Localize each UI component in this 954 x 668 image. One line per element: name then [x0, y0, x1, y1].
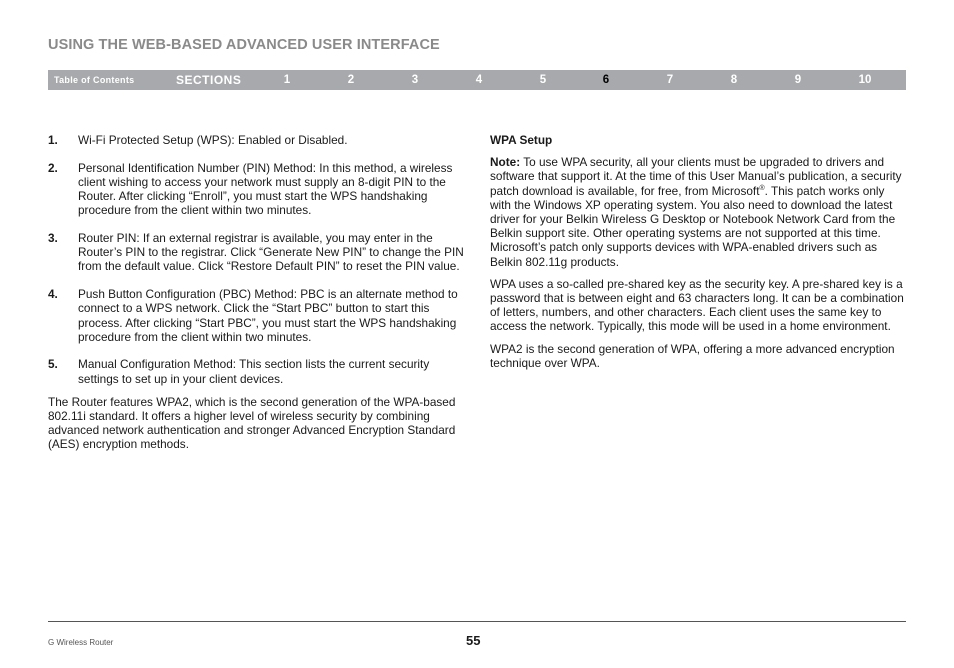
note-text-part-1: To use WPA security, all your clients must be upgraded to drivers and software that support it. At the time of this User Manual’s publication, a security patch download is available, for free, from Microsoft [490, 155, 902, 198]
footer-divider [48, 621, 906, 622]
left-column [48, 133, 466, 460]
page-number: 55 [466, 633, 481, 648]
list-item-text: Wi-Fi Protected Setup (WPS): Enabled or Disabled. [78, 133, 348, 147]
wpa-setup-heading: WPA Setup [490, 133, 553, 147]
list-item-number: 3. [48, 231, 58, 246]
list-item [48, 133, 466, 147]
list-item-text: Personal Identification Number (PIN) Method: In this method, a wireless client wishing to access your network must supply an 8-digit PIN to the Router. After clicking “Enroll”, you must start the WPS handshaking procedure from the client within two minutes. [78, 160, 453, 218]
note-paragraph [490, 155, 908, 269]
registered-mark: ® [759, 184, 765, 192]
wpa2-paragraph: The Router features WPA2, which is the second generation of the WPA-based 802.11i standard. It offers a higher level of wireless security by combining advanced network authentication and stronger Advanced Encryption Standard (AES) encryption methods. [48, 394, 456, 452]
list-item-number: 4. [48, 287, 58, 302]
right-column [490, 133, 908, 378]
section-link-5[interactable]: 5 [539, 74, 547, 86]
list-item-text: Push Button Configuration (PBC) Method: PBC is an alternate method to connect to a WPS network. Click the “Start PBC” button to start this process. After clicking “Start PBC”, you must start the WPS handshaking procedure from the client within two minutes. [78, 287, 458, 344]
list-item [48, 161, 466, 218]
footer-product-name: G Wireless Router [48, 638, 114, 647]
list-item [48, 231, 466, 274]
section-link-1[interactable]: 1 [283, 74, 291, 86]
note-text-part-2: . This patch works only with the Windows XP operating system. You also need to download the latest driver for your Belkin Wireless G Desktop or Notebook Network Card from the Belkin support site. Other operating systems are not supported at this time. Microsoft’s patch only supports devices with WPA-enabled drivers such as Belkin 802.11g products. [490, 183, 896, 269]
list-item-number: 2. [48, 160, 58, 175]
page-header-title: USING THE WEB-BASED ADVANCED USER INTERFACE [48, 37, 440, 53]
section-link-4[interactable]: 4 [475, 74, 483, 86]
section-link-10[interactable]: 10 [858, 74, 872, 86]
list-item-number: 1. [48, 133, 58, 147]
list-item [48, 357, 466, 385]
list-item-number: 5. [48, 357, 58, 372]
section-link-9[interactable]: 9 [794, 74, 802, 86]
section-link-7[interactable]: 7 [666, 74, 674, 86]
list-item [48, 287, 466, 344]
section-link-8[interactable]: 8 [730, 74, 738, 86]
note-label: Note: [490, 155, 521, 170]
table-of-contents-link[interactable]: Table of Contents [54, 75, 135, 85]
section-link-6-active[interactable]: 6 [602, 74, 610, 86]
section-link-2[interactable]: 2 [347, 74, 355, 86]
wpa2-generation-paragraph: WPA2 is the second generation of WPA, offering a more advanced encryption technique over WPA. [490, 341, 895, 370]
list-item-text: Manual Configuration Method: This section lists the current security settings to set up in your client devices. [78, 357, 430, 386]
section-nav-bar [48, 70, 906, 90]
list-item-text: Router PIN: If an external registrar is available, you may enter in the Router’s PIN to the registrar. Click “Generate New PIN” to change the PIN from the default value. Click “Restore Default PIN” to reset the PIN value. [78, 231, 464, 274]
preshared-key-paragraph: WPA uses a so-called pre-shared key as the security key. A pre-shared key is a password that is between eight and 63 characters long. It can be a combination of letters, numbers, and other characters. Each client uses the same key to access the network. Typically, this mode will be used in a home environment. [490, 276, 904, 334]
sections-label: SECTIONS [176, 73, 242, 87]
section-link-3[interactable]: 3 [411, 74, 419, 86]
